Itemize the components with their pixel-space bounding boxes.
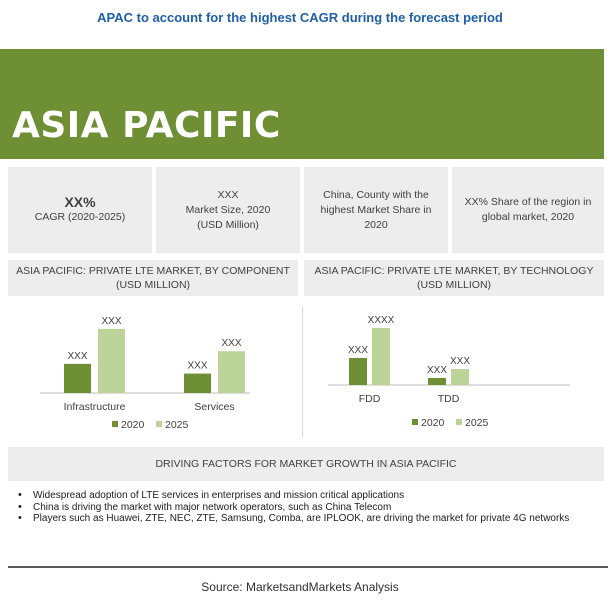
component-bar-chart — [40, 300, 290, 438]
bar-value-label: XXX — [221, 338, 242, 350]
bottom-divider — [8, 566, 608, 568]
technology-chart-title: ASIA PACIFIC: PRIVATE LTE MARKET, BY TECHNOLOGY (USD MILLION) — [304, 260, 604, 296]
bar-value-label: XXX — [347, 345, 369, 356]
legend-label: 2025 — [165, 419, 189, 431]
legend-swatch — [156, 421, 162, 427]
drivers-header: DRIVING FACTORS FOR MARKET GROWTH IN ASIA PACIFIC — [8, 447, 604, 481]
component-chart-title: ASIA PACIFIC: PRIVATE LTE MARKET, BY COMPONENT (USD MILLION) — [8, 260, 298, 296]
bar-value-label: XXX — [101, 315, 122, 327]
source-note: Source: MarketsandMarkets Analysis — [201, 580, 399, 594]
legend-swatch — [456, 419, 462, 425]
category-label: Infrastructure — [63, 401, 126, 413]
bar-value-label: XXX — [426, 365, 448, 376]
stat-market-size-label: Market Size, 2020 (USD Million) — [185, 203, 271, 231]
stat-market-size — [156, 167, 300, 253]
bar-value-label: XXX — [67, 350, 88, 362]
bar-2020-tdd — [428, 378, 446, 385]
stat-region-share-label: XX% Share of the region in global market, 2020 — [464, 196, 592, 223]
stat-region-share — [452, 167, 604, 253]
bar-2025-fdd — [372, 328, 390, 385]
key-stats — [8, 167, 604, 253]
bar-2025-infrastructure — [98, 329, 125, 393]
legend-label: 2020 — [421, 417, 445, 429]
legend-label: 2025 — [465, 417, 489, 429]
legend-label: 2020 — [121, 419, 145, 431]
category-label: Services — [194, 401, 235, 413]
category-label: FDD — [358, 393, 381, 405]
driver-item: • Widespread adoption of LTE services in enterprises and mission critical applications — [18, 490, 588, 502]
stat-cagr-value: XX% — [64, 194, 96, 210]
stat-cagr-label: CAGR (2020-2025) — [34, 211, 126, 223]
drivers-list — [18, 490, 588, 525]
legend-swatch — [412, 419, 418, 425]
region-title: ASIA PACIFIC — [12, 105, 281, 146]
page-headline: APAC to account for the highest CAGR during the forecast period — [97, 10, 503, 25]
stat-top-country — [304, 167, 448, 253]
bar-value-label: XXXX — [367, 315, 395, 326]
legend-swatch — [112, 421, 118, 427]
technology-bar-chart — [320, 300, 580, 438]
driver-item: • China is driving the market with major network operators, such as China Telecom — [18, 502, 588, 514]
category-label: TDD — [437, 393, 460, 405]
stat-top-country-label: China, County with the highest Market Share in 2020 — [320, 188, 432, 231]
stat-market-size-value: XXX — [217, 188, 239, 201]
bar-2025-services — [218, 351, 245, 393]
chart-divider — [302, 307, 303, 437]
bar-2020-fdd — [349, 358, 367, 385]
bar-2020-infrastructure — [64, 364, 91, 393]
driver-item: • Players such as Huawei, ZTE, NEC, ZTE, Samsung, Comba, are IPLOOK, are driving the market for private 4G networks — [18, 513, 588, 525]
stat-cagr — [8, 167, 152, 253]
bar-value-label: XXX — [187, 360, 208, 372]
bar-2020-services — [184, 374, 211, 393]
bar-value-label: XXX — [449, 356, 471, 367]
bar-2025-tdd — [451, 369, 469, 385]
